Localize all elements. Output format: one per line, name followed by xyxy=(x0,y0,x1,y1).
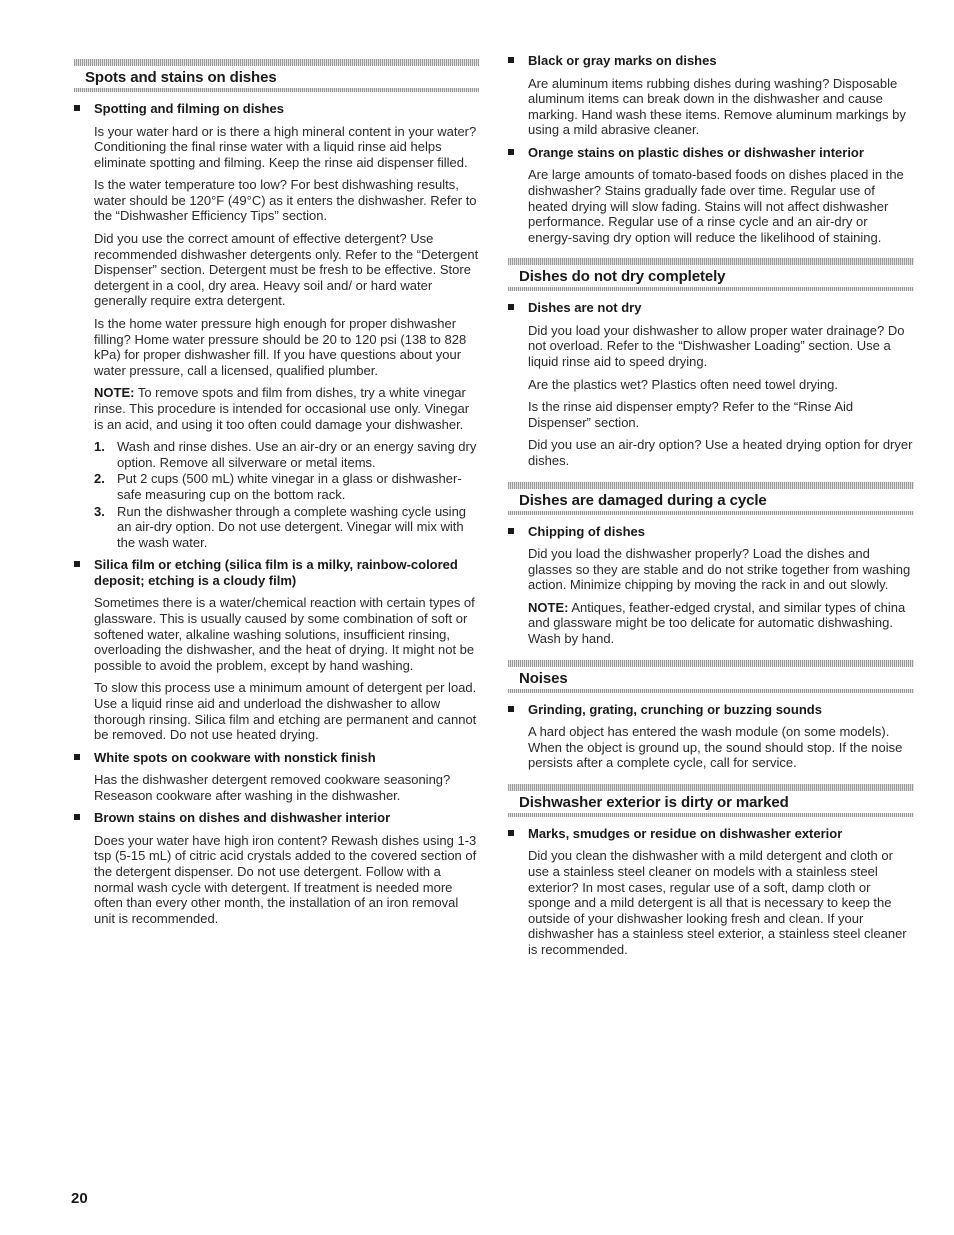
step-text: Wash and rinse dishes. Use an air-dry or an energy saving dry option. Remove all silverware or metal items. xyxy=(117,439,477,470)
step-item xyxy=(94,504,479,551)
subheading-silica xyxy=(74,557,479,588)
step-number: 1. xyxy=(94,439,105,455)
step-item xyxy=(94,471,479,502)
note-label: NOTE: xyxy=(528,599,569,615)
subheading-spotting xyxy=(74,101,479,117)
subheading-text: White spots on cookware with nonstick finish xyxy=(94,749,376,765)
paragraph: To slow this process use a minimum amount of detergent per load. Use a liquid rinse aid and underload the dishwasher to allow thorough rinsing. Silica film and etching are permanent and cannot be removed. Do not use heated drying. xyxy=(94,680,477,743)
subheading-text: Chipping of dishes xyxy=(528,523,645,539)
paragraph: Has the dishwasher detergent removed cookware seasoning? Reseason cookware after washing in the dishwasher. xyxy=(94,772,451,803)
note-label: NOTE: xyxy=(94,385,135,401)
bullet-square xyxy=(508,706,514,712)
paragraph: Is the rinse aid dispenser empty? Refer to the “Rinse Aid Dispenser” section. xyxy=(528,399,854,430)
step-number: 2. xyxy=(94,471,105,487)
note-text: To remove spots and film from dishes, try a white vinegar rinse. This procedure is intended for occasional use only. Vinegar is an acid, and using it too often could damage your dishwasher. xyxy=(94,385,470,432)
paragraph: Did you use an air-dry option? Use a heated drying option for dryer dishes. xyxy=(528,437,913,468)
section-title: Noises xyxy=(519,669,568,687)
section-spots-stains xyxy=(74,59,479,92)
section-exterior xyxy=(508,784,914,817)
subheading-black-marks xyxy=(508,53,914,69)
page-number: 20 xyxy=(71,1190,88,1207)
paragraph: Did you load the dishwasher properly? Load the dishes and glasses so they are stable and do not strike together from washing action. Minimize chipping by moving the rack in and out slowly. xyxy=(528,546,911,593)
subheading-text: Grinding, grating, crunching or buzzing sounds xyxy=(528,701,822,717)
section-title: Dishes do not dry completely xyxy=(519,268,726,286)
paragraph: Did you clean the dishwasher with a mild detergent and cloth or use a stainless steel cleaner on models with a stainless steel exterior? In most cases, regular use of a soft, damp cloth or sponge and a mild detergent is all that is necessary to keep the outside of your dishwasher looking fresh and clean. If your dishwasher has a stainless steel exterior, a stainless steel cleaner is recommended. xyxy=(528,848,907,957)
subheading-text: Black or gray marks on dishes xyxy=(528,53,717,68)
subheading-not-dry xyxy=(508,300,914,316)
subheading-text: Dishes are not dry xyxy=(528,300,642,316)
subheading-white-spots xyxy=(74,750,479,766)
bullet-square xyxy=(508,528,514,534)
step-text: Run the dishwasher through a complete washing cycle using an air-dry option. Do not use detergent. Vinegar will mix with the wash water. xyxy=(117,503,467,550)
section-divider xyxy=(508,482,914,489)
section-noises xyxy=(508,660,914,693)
paragraph: Is the water temperature too low? For best dishwashing results, water should be 120°F (49°C) as it enters the dishwasher. Refer to the “Dishwasher Efficiency Tips” section. xyxy=(94,177,477,224)
step-item xyxy=(94,439,479,470)
paragraph: A hard object has entered the wash module (on some models). When the object is ground up, the sound should stop. If the noise persists after a complete cycle, call for service. xyxy=(528,724,903,771)
bullet-square xyxy=(508,149,514,155)
section-divider xyxy=(508,511,914,515)
section-divider xyxy=(508,287,914,291)
section-divider xyxy=(508,813,914,817)
bullet-square xyxy=(74,105,80,111)
subheading-orange-stains xyxy=(508,145,914,161)
section-divider xyxy=(74,59,479,66)
section-title: Dishwasher exterior is dirty or marked xyxy=(519,793,789,811)
paragraph: Did you load your dishwasher to allow proper water drainage? Do not overload. Refer to the “Dishwasher Loading” section. Use a liquid rinse aid to speed drying. xyxy=(528,322,905,370)
section-divider xyxy=(508,258,914,265)
subheading-marks-smudges xyxy=(508,826,914,842)
subheading-chipping xyxy=(508,524,914,540)
subheading-text: Marks, smudges or residue on dishwasher exterior xyxy=(528,825,843,841)
paragraph: Sometimes there is a water/chemical reaction with certain types of glassware. This is usually caused by some combination of soft or softened water, alkaline washing solutions, insufficient rinsing, overloading the dishwasher, and the heat of drying. It might not be possible to avoid the problem, except by hand washing. xyxy=(94,595,475,673)
paragraph: Does your water have high iron content? Rewash dishes using 1-3 tsp (5-15 mL) of citric acid crystals added to the covered section of the detergent dispenser. Do not use detergent. Follow with a normal wash cycle with detergent. If treatment is needed more often than every other month, the installation of an iron removal unit is recommended. xyxy=(94,832,477,926)
subheading-grinding xyxy=(508,702,914,718)
subheading-brown-stains xyxy=(74,810,479,826)
paragraph: Are large amounts of tomato-based foods on dishes placed in the dishwasher? Stains gradually fade over time. Regular use of heated drying will slow fading. Stains will not affect dishwasher performance. Regular use of a rinse cycle and an air-dry or energy-saving dry option will reduce the likelihood of staining. xyxy=(528,167,904,245)
bullet-square xyxy=(74,561,80,567)
bullet-square xyxy=(74,754,80,760)
bullet-square xyxy=(508,57,514,63)
note-paragraph xyxy=(528,600,914,647)
section-title: Dishes are damaged during a cycle xyxy=(519,491,767,509)
note-text: Antiques, feather-edged crystal, and similar types of china and glassware might be too delicate for automatic dishwashing. Wash by hand. xyxy=(528,599,906,647)
note-paragraph xyxy=(94,385,479,432)
paragraph: Is your water hard or is there a high mineral content in your water? Conditioning the final rinse water with a liquid rinse aid helps eliminate spotting and filming. Keep the rinse aid dispenser filled. xyxy=(94,123,477,170)
bullet-square xyxy=(508,830,514,836)
section-divider xyxy=(508,689,914,693)
bullet-square xyxy=(74,814,80,820)
section-divider xyxy=(508,660,914,667)
paragraph: Is the home water pressure high enough for proper dishwasher filling? Home water pressure should be 20 to 120 psi (138 to 828 kPa) for proper dishwasher fill. If you have questions about your water pressure, call a licensed, qualified plumber. xyxy=(94,316,467,378)
section-divider xyxy=(508,784,914,791)
left-column xyxy=(74,0,479,933)
paragraph: Did you use the correct amount of effective detergent? Use recommended dishwasher detergents only. Refer to the “Detergent Dispenser” section. Detergent must be fresh to be effective. Store detergent in a cool, dry area. Heavy soil and/ or hard water generally require extra detergent. xyxy=(94,231,479,309)
right-column xyxy=(508,0,914,965)
subheading-text: Spotting and filming on dishes xyxy=(94,101,284,116)
subheading-text: Orange stains on plastic dishes or dishwasher interior xyxy=(528,144,864,160)
paragraph: Are aluminum items rubbing dishes during washing? Disposable aluminum items can break down in the dishwasher and cause marking. Hand wash these items. Remove aluminum markings by using a mild abrasive cleaner. xyxy=(528,75,906,138)
section-not-dry xyxy=(508,258,914,291)
subheading-text: Brown stains on dishes and dishwasher interior xyxy=(94,810,391,826)
paragraph: Are the plastics wet? Plastics often need towel drying. xyxy=(528,376,838,392)
section-title: Spots and stains on dishes xyxy=(85,69,277,86)
vinegar-steps-list xyxy=(94,439,479,550)
section-damaged xyxy=(508,482,914,515)
bullet-square xyxy=(508,304,514,310)
step-number: 3. xyxy=(94,503,105,519)
step-text: Put 2 cups (500 mL) white vinegar in a glass or dishwasher-safe measuring cup on the bottom rack. xyxy=(117,471,462,502)
subheading-text: Silica film or etching (silica film is a milky, rainbow-colored deposit; etching is a cloudy film) xyxy=(94,557,458,588)
section-divider xyxy=(74,88,479,92)
